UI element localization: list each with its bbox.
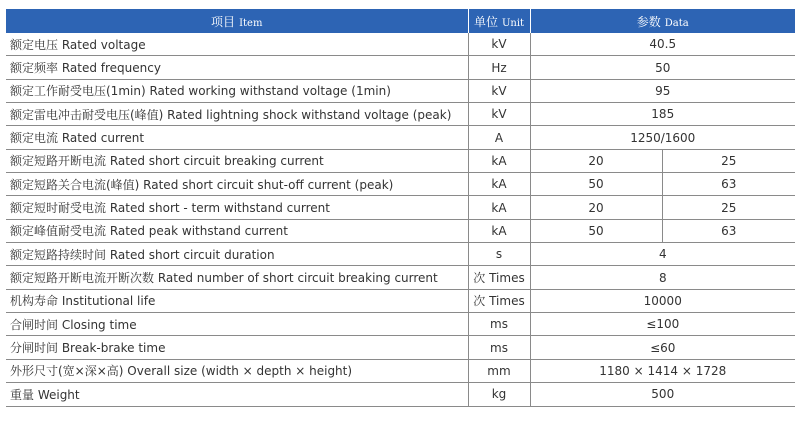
row-value: 50 [530, 56, 795, 79]
table-row [6, 243, 795, 266]
row-unit: kA [468, 173, 530, 196]
spec-table [6, 9, 795, 407]
table-row [6, 173, 795, 196]
row-value: 50 [530, 173, 662, 196]
spec-table-container [6, 9, 795, 407]
row-unit: ms [468, 313, 530, 336]
row-item-label: 额定短时耐受电流 Rated short - term withstand current [6, 196, 468, 219]
row-item-label: 额定雷电冲击耐受电压(峰值) Rated lightning shock withstand voltage (peak) [6, 103, 468, 126]
row-value: 50 [530, 219, 662, 242]
row-unit: 次 Times [468, 266, 530, 289]
row-value: ≤60 [530, 336, 795, 359]
row-value: 40.5 [530, 33, 795, 56]
row-value: ≤100 [530, 313, 795, 336]
row-unit: kV [468, 103, 530, 126]
table-row [6, 56, 795, 79]
table-row [6, 266, 795, 289]
row-value: 10000 [530, 289, 795, 312]
row-item-label: 额定短路开断电流 Rated short circuit breaking current [6, 149, 468, 172]
table-row [6, 103, 795, 126]
table-row [6, 383, 795, 406]
table-row [6, 359, 795, 382]
row-item-label: 额定短路开断电流开断次数 Rated number of short circuit breaking current [6, 266, 468, 289]
row-value: 20 [530, 149, 662, 172]
row-value: 1250/1600 [530, 126, 795, 149]
row-value: 8 [530, 266, 795, 289]
header-item-cn: 项目 [211, 14, 236, 29]
table-row [6, 149, 795, 172]
row-unit: kV [468, 79, 530, 102]
header-row [6, 9, 795, 33]
row-unit: Hz [468, 56, 530, 79]
row-unit: kA [468, 219, 530, 242]
row-value: 4 [530, 243, 795, 266]
row-item-label: 额定工作耐受电压(1min) Rated working withstand voltage (1min) [6, 79, 468, 102]
row-unit: kA [468, 149, 530, 172]
header-data-en: Data [664, 17, 689, 29]
header-data-cn: 参数 [636, 14, 661, 29]
table-row [6, 33, 795, 56]
row-value: 63 [662, 219, 795, 242]
row-unit: s [468, 243, 530, 266]
row-item-label: 额定峰值耐受电流 Rated peak withstand current [6, 219, 468, 242]
row-value: 25 [662, 196, 795, 219]
row-item-label: 额定频率 Rated frequency [6, 56, 468, 79]
header-unit [468, 9, 530, 33]
row-value: 95 [530, 79, 795, 102]
row-unit: kg [468, 383, 530, 406]
table-row [6, 219, 795, 242]
header-item-en: Item [239, 17, 263, 29]
row-item-label: 重量 Weight [6, 383, 468, 406]
header-data [530, 9, 795, 33]
row-unit: kA [468, 196, 530, 219]
table-row [6, 79, 795, 102]
spec-table-body [6, 33, 795, 406]
row-value: 185 [530, 103, 795, 126]
header-item [6, 9, 468, 33]
table-row [6, 126, 795, 149]
row-item-label: 分闸时间 Break-brake time [6, 336, 468, 359]
row-value: 63 [662, 173, 795, 196]
row-item-label: 额定电压 Rated voltage [6, 33, 468, 56]
row-unit: mm [468, 359, 530, 382]
row-item-label: 额定电流 Rated current [6, 126, 468, 149]
row-item-label: 合闸时间 Closing time [6, 313, 468, 336]
row-value: 25 [662, 149, 795, 172]
row-value: 20 [530, 196, 662, 219]
table-row [6, 336, 795, 359]
row-unit: ms [468, 336, 530, 359]
table-row [6, 313, 795, 336]
row-value: 500 [530, 383, 795, 406]
row-item-label: 外形尺寸(宽×深×高) Overall size (width × depth × height) [6, 359, 468, 382]
header-unit-en: Unit [501, 17, 525, 29]
row-item-label: 额定短路关合电流(峰值) Rated short circuit shut-off current (peak) [6, 173, 468, 196]
row-unit: A [468, 126, 530, 149]
table-row [6, 289, 795, 312]
row-item-label: 机构寿命 Institutional life [6, 289, 468, 312]
table-row [6, 196, 795, 219]
row-value: 1180 × 1414 × 1728 [530, 359, 795, 382]
row-unit: 次 Times [468, 289, 530, 312]
row-unit: kV [468, 33, 530, 56]
header-unit-cn: 单位 [473, 14, 498, 29]
row-item-label: 额定短路持续时间 Rated short circuit duration [6, 243, 468, 266]
